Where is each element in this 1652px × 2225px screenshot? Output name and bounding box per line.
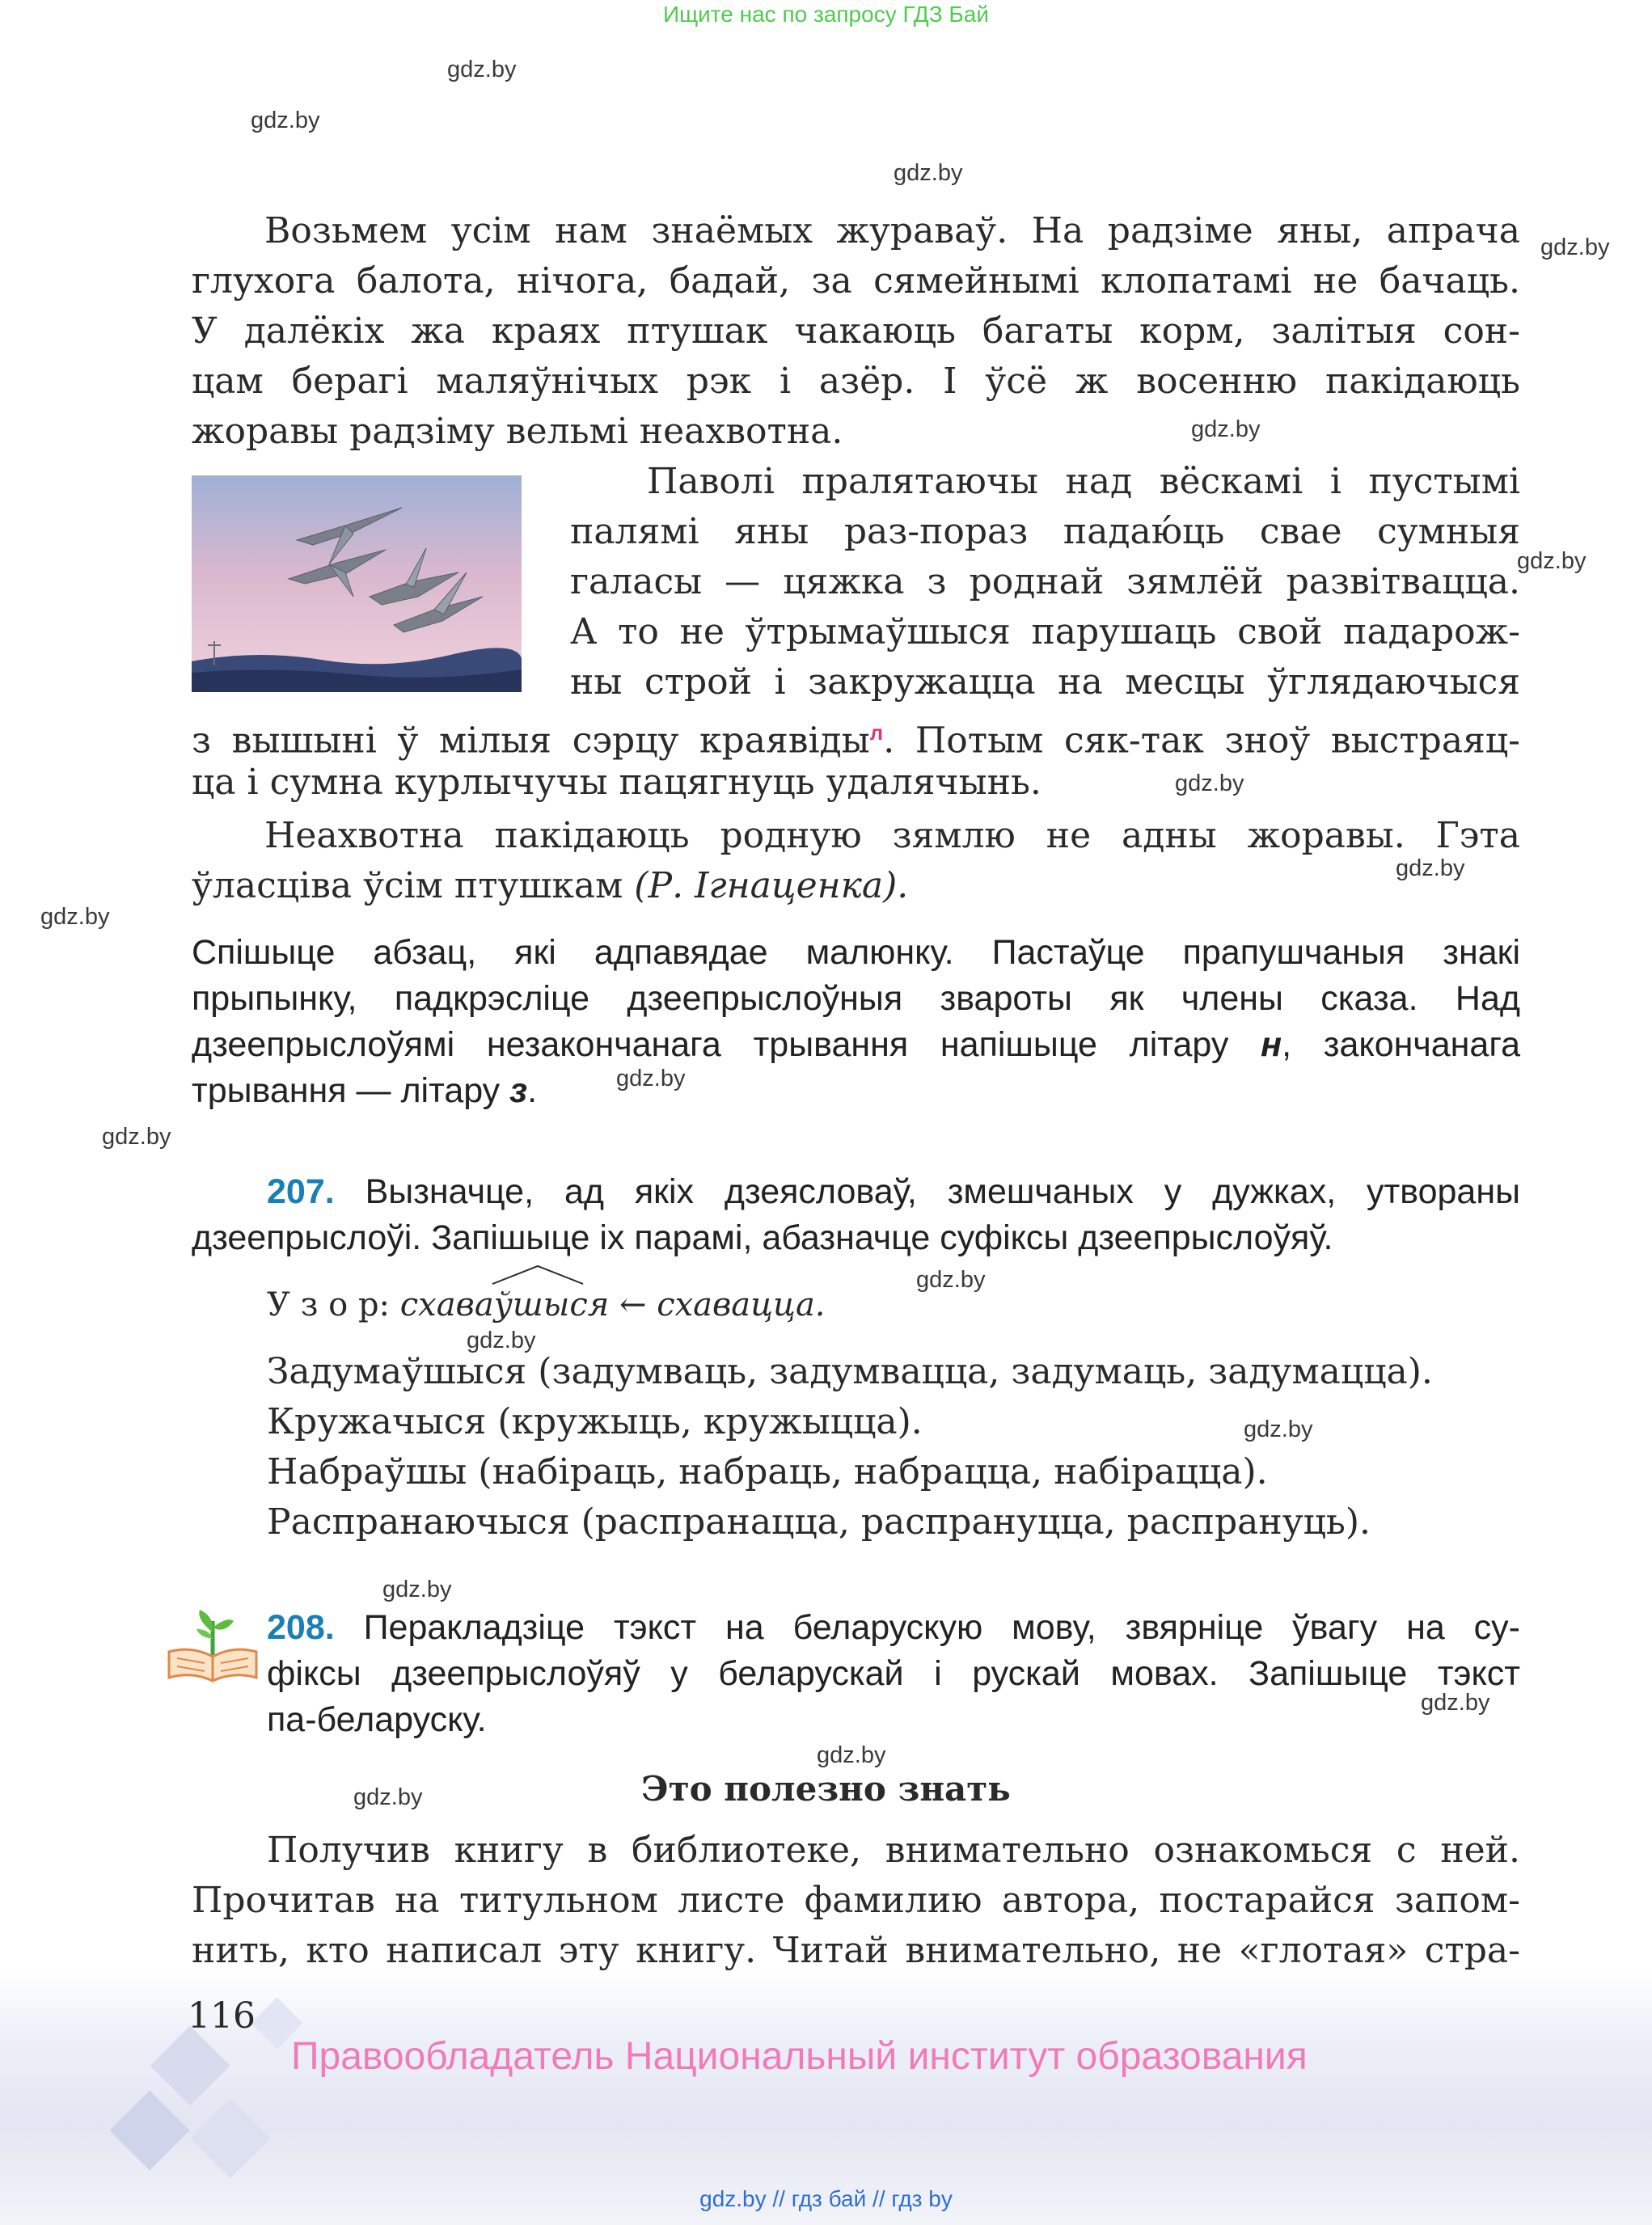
list-item: Набраўшы (набіраць, набраць, набрацца, набірацца). [267,1451,1268,1492]
text-line: нить, кто написал эту книгу. Читай внимательно, не «глотая» стра- [192,1930,1520,1971]
task-number: 207. [267,1172,335,1211]
text-line: жоравы радзіму вельмі неахвотна. [192,411,843,452]
text-line: ца і сумна курлычучы пацягнуць удалячынь. [192,762,1041,803]
watermark: gdz.by [353,1784,423,1810]
text-line [192,1169,1520,1215]
text-segment: дзеепрыслоўямі незакончанага трывання напішыце літару [192,1025,1261,1064]
sample [267,1280,826,1330]
text-line: А то не ўтрымаўшыся парушаць свой падарож- [570,611,1520,652]
text-line [192,1068,537,1114]
text-line: па-беларуску. [267,1700,487,1739]
watermark: gdz.by [817,1742,886,1768]
letter-z: з [509,1071,528,1110]
suffix-arc-icon [489,1263,586,1287]
text-line: У далёкіх жа краях птушак чакаюць багаты корм, залітыя сон- [192,310,1520,352]
text-segment: з вышыні ў мілыя сэрцу краявіды [192,720,870,762]
sample-word: схаваўшыся [399,1286,610,1324]
watermark: gdz.by [916,1267,986,1293]
text-line [267,1605,1520,1651]
list-item: Кружачыся (кружыць, кружыцца). [267,1401,923,1442]
text-line: ны строй і закружацца на месцы ўглядаючыся [570,661,1520,703]
decor-diamond-icon [150,2026,230,2106]
note-marker: л [869,720,884,745]
text-line: Возьмем усім нам знаёмых жураваў. На радзіме яны, апрача [264,210,1520,251]
watermark: gdz.by [616,1066,686,1091]
text-line: дзеепрыслоўі. Запішыце іх парамі, абазначце суфіксы дзеепрыслоўяў. [192,1218,1333,1257]
letter-n: н [1261,1025,1282,1064]
decor-diamond-icon [110,2091,190,2171]
watermark: gdz.by [1540,234,1610,260]
text-line: глухога балота, нічога, бадай, за сямейнымі клопатамі не бачаць. [192,260,1520,302]
watermark: gdz.by [382,1577,452,1602]
text-segment: , закончанага [1282,1025,1520,1064]
text-line: палямі яны раз-пораз падаю́ць свае сумныя [570,511,1520,552]
text-line: Неахвотна пакідаюць родную зямлю не адны жоравы. Гэта [264,815,1520,856]
decor-diamond-icon [191,2099,271,2179]
text-line: Прочитав на титульном листе фамилию автора, постарайся запом- [192,1880,1520,1921]
page-number: 116 [188,1995,256,2037]
watermark: gdz.by [1396,855,1465,881]
watermark: gdz.by [1421,1690,1490,1716]
task-number: 208. [267,1608,335,1647]
text-segment: Вызначце, ад якіх дзеясловаў, змешчаных у дужках, утвораны [365,1172,1520,1211]
cranes-photo [192,475,522,692]
text-line: цам берагі маляўнічых рэк і азёр. І ўсё ж восенню пакідаюць [192,361,1520,402]
watermark: gdz.by [251,108,320,133]
list-item: Задумаўшыся (задумваць, задумвацца, задумаць, задумацца). [267,1351,1433,1392]
sample-label: У з о р: [267,1286,391,1324]
text-line: фіксы дзеепрыслоўяў у беларускай і рускай мовах. Запішыце тэкст [267,1654,1520,1693]
watermark: gdz.by [1175,771,1244,796]
watermark: gdz.by [40,904,110,930]
text-line: Паволі пралятаючы над вёскамі і пустымі [647,461,1520,502]
arrow-icon: ← [619,1286,647,1324]
copyright-notice: Правообладатель Национальный институт образования [291,2035,1308,2078]
text-line [192,861,908,911]
top-banner[interactable]: Ищите нас по запросу ГДЗ Бай [662,2,990,27]
text-segment: трывання — літару [192,1071,510,1110]
watermark: gdz.by [894,160,963,186]
text-line: прыпынку, падкрэсліце дзеепрыслоўныя звароты як члены сказа. Над [192,979,1520,1018]
footer-links[interactable]: gdz.by // гдз бай // гдз by [699,2186,953,2211]
text-segment: Перакладзіце тэкст на беларускую мову, звярніце ўвагу на су- [363,1608,1520,1647]
text-line [192,1022,1520,1068]
watermark: gdz.by [1191,416,1261,442]
watermark: gdz.by [447,57,517,82]
text-line: Получив книгу в библиотеке, внимательно ознакомься с ней. [267,1830,1520,1871]
list-item: Распранаючыся (распранацца, распрануцца, распрануць). [267,1501,1371,1543]
text-line: галасы — цяжка з роднай зямлёй развітвацца. [570,561,1520,602]
watermark: gdz.by [467,1328,536,1353]
book-sprout-icon [164,1605,261,1686]
sample-source: схавацца. [657,1286,826,1324]
watermark: gdz.by [102,1124,171,1150]
text-line: Спішыце абзац, які адпавядае малюнку. Пастаўце прапушчаныя знакі [192,933,1520,972]
text-segment: . Потым сяк-так зноў выстраяц- [883,720,1520,762]
text-segment: ўласціва ўсім птушкам [192,865,635,906]
section-heading: Это полезно знать [641,1769,1011,1809]
watermark: gdz.by [1244,1416,1313,1442]
text-segment: . [527,1071,538,1110]
author-citation: (Р. Ігнаценка). [634,865,909,906]
watermark: gdz.by [1517,548,1587,574]
cranes-illustration [192,475,522,692]
